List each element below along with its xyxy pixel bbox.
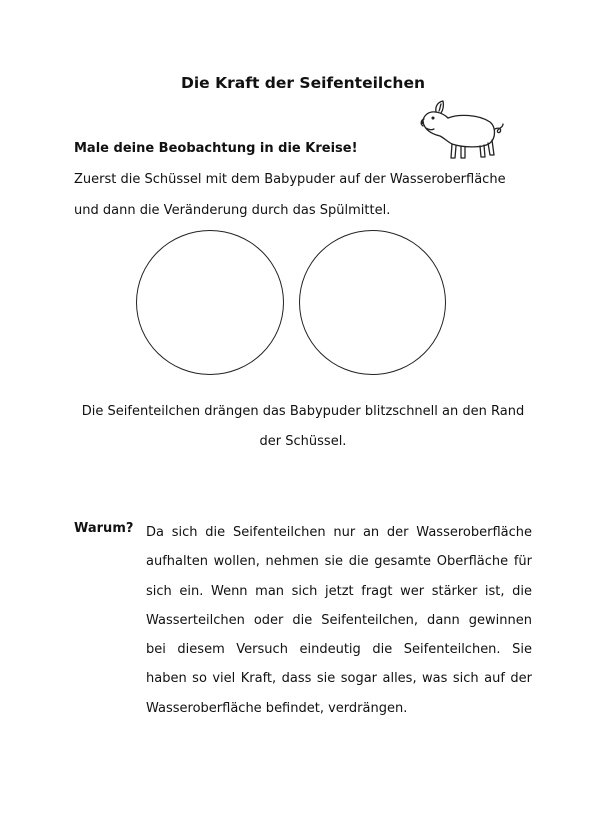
answer-text xyxy=(146,518,532,723)
answer-line: Wasserteilchen oder die Seifenteilchen, dann gewinnen xyxy=(146,612,532,628)
answer-line: sich ein. Wenn man sich jetzt fragt wer stärker ist, die xyxy=(146,583,532,599)
answer-line: Da sich die Seifenteilchen nur an der Wasseroberfläche xyxy=(146,525,532,540)
pig-icon xyxy=(418,96,504,162)
drawing-circle-before[interactable] xyxy=(136,230,284,375)
result-line-2: der Schüssel. xyxy=(259,434,347,449)
intro-line-2: und dann die Veränderung durch das Spülmittel. xyxy=(74,203,391,218)
instruction: Male deine Beobachtung in die Kreise! xyxy=(74,141,358,156)
drawing-circle-after[interactable] xyxy=(299,230,446,375)
answer-line: Wasseroberfläche befindet, verdrängen. xyxy=(146,700,408,716)
result-line-1: Die Seifenteilchen drängen das Babypuder blitzschnell an den Rand xyxy=(81,404,525,419)
answer-line: haben so viel Kraft, dass sie sogar alles, was sich auf der xyxy=(146,671,532,687)
intro-line-1: Zuerst die Schüssel mit dem Babypuder auf der Wasseroberfläche xyxy=(74,172,506,187)
answer-line: aufhalten wollen, nehmen sie die gesamte Oberfläche für xyxy=(146,554,532,570)
page-title: Die Kraft der Seifenteilchen xyxy=(181,74,425,92)
question-label: Warum? xyxy=(74,521,134,536)
answer-line: bei diesem Versuch eindeutig die Seifenteilchen. Sie xyxy=(146,642,532,658)
